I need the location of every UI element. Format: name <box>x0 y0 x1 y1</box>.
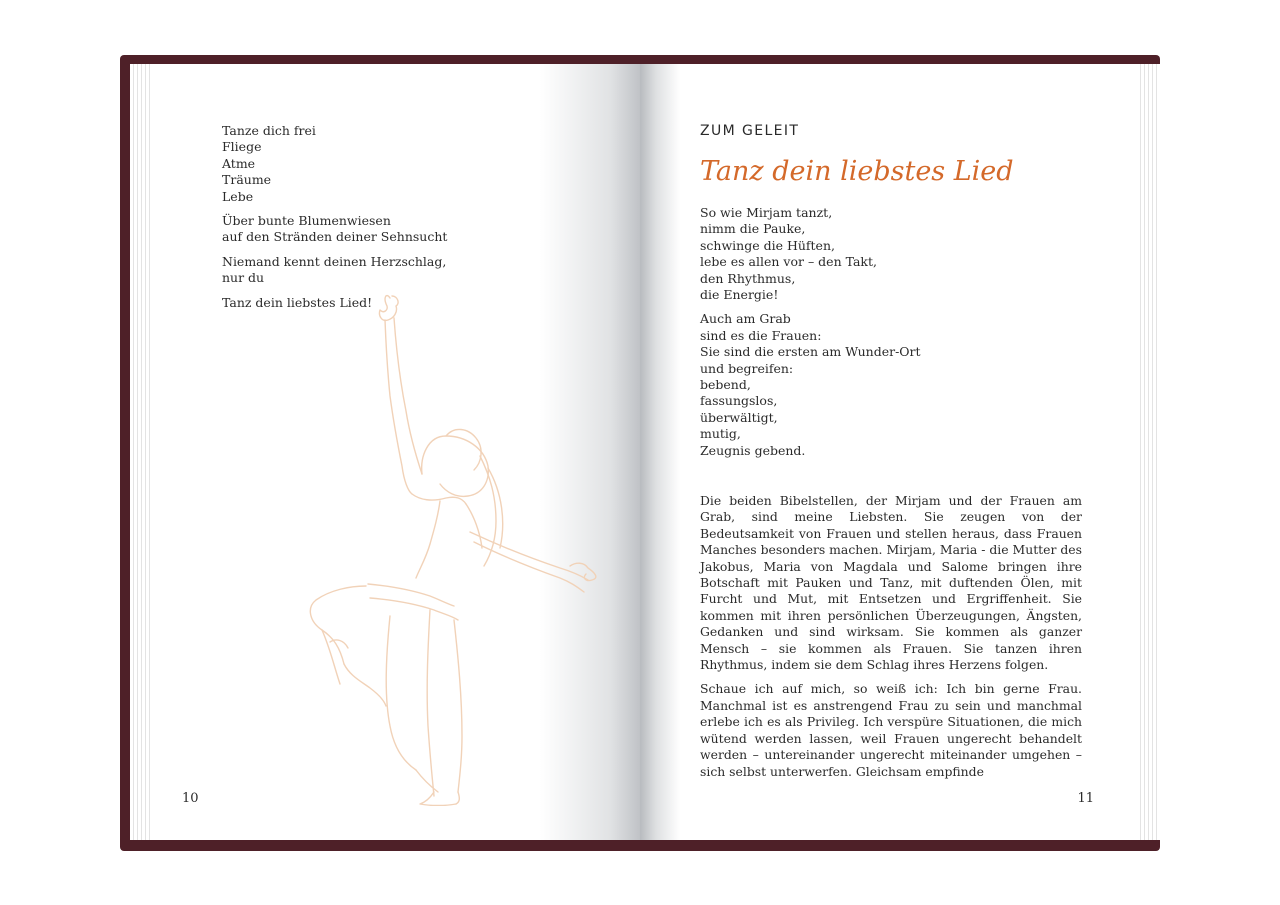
gutter-shadow-right <box>640 64 680 840</box>
poem-line: Fliege <box>222 139 262 155</box>
poem-line: So wie Mirjam tanzt, <box>700 205 833 220</box>
poem-line: schwinge die Hüften, <box>700 237 835 253</box>
page-number: 10 <box>182 791 199 806</box>
poem-stanza <box>222 123 447 205</box>
poem-stanza <box>700 311 921 459</box>
poem-line: und begreifen: <box>700 360 794 376</box>
dancer-line-drawing-icon <box>270 286 600 806</box>
paragraph: Die beiden Bibelstellen, der Mirjam und der Frauen am Grab, sind meine Liebsten. Sie zeugen von der Bedeutsamkeit von Frauen und stellen heraus, dass Frauen Manches besonders machen. Mirjam, Maria - die Mutter des Jakobus, Maria von Magdala und Salome bringen ihre Botschaft mit Pauken und Tanz, mit duftenden Ölen, mit Furcht und Mut, mit Entsetzen und Ergriffenheit. Sie kommen mit ihren persönlichen Überzeugungen, Ängsten, Gedanken und sind wirksam. Sie kommen als ganzer Mensch – sie kommen als Frauen. Sie tanzen ihren Rhythmus, indem sie dem Schlag ihres Herzens folgen. <box>700 493 1082 673</box>
poem-stanza <box>700 205 921 303</box>
poem-line: bebend, <box>700 377 751 393</box>
poem-line: die Energie! <box>700 287 779 303</box>
page-edges-right <box>1138 64 1160 840</box>
poem-line: Atme <box>222 155 256 171</box>
poem-line: Niemand kennt deinen Herzschlag, <box>222 253 447 269</box>
left-page <box>130 64 640 840</box>
poem-line: den Rhythmus, <box>700 270 796 286</box>
poem-line: Träume <box>222 172 272 188</box>
paragraph: Schaue ich auf mich, so weiß ich: Ich bin gerne Frau. Manchmal ist es anstrengend Frau zu sein und manchmal erlebe ich es als Privileg. Ich verspüre Situationen, die mich wütend werden lassen, weil Frauen ungerecht behandelt werden – untereinander ungerecht miteinander umgehen – sich selbst unterwerfen. Gleichsam empfinde <box>700 681 1082 779</box>
poem-line: überwältigt, <box>700 409 778 425</box>
poem-stanza <box>222 213 447 246</box>
chapter-kicker: ZUM GELEIT <box>700 123 800 139</box>
poem-line: fassungslos, <box>700 393 778 409</box>
body-text <box>700 493 1082 788</box>
poem-line: Zeugnis gebend. <box>700 442 806 458</box>
poem-line: sind es die Frauen: <box>700 327 822 343</box>
poem-line: Auch am Grab <box>700 311 791 327</box>
poem-stanza <box>222 254 447 287</box>
poem-line: mutig, <box>700 426 741 442</box>
poem-line: Über bunte Blumenwiesen <box>222 213 391 229</box>
right-poem <box>700 205 921 467</box>
page-edges-left <box>130 64 152 840</box>
poem-line: Tanz dein liebstes Lied! <box>222 294 373 310</box>
poem-line: Lebe <box>222 188 254 204</box>
poem-line: Sie sind die ersten am Wunder-Ort <box>700 344 921 360</box>
chapter-title: Tanz dein liebstes Lied <box>700 156 1014 187</box>
poem-line: Tanze dich frei <box>222 123 316 138</box>
poem-line: lebe es allen vor – den Takt, <box>700 254 877 270</box>
poem-line: nur du <box>222 270 265 286</box>
poem-line: auf den Stränden deiner Sehnsucht <box>222 229 448 245</box>
page-number: 11 <box>1077 791 1094 806</box>
poem-line: nimm die Pauke, <box>700 221 806 237</box>
right-page <box>640 64 1160 840</box>
